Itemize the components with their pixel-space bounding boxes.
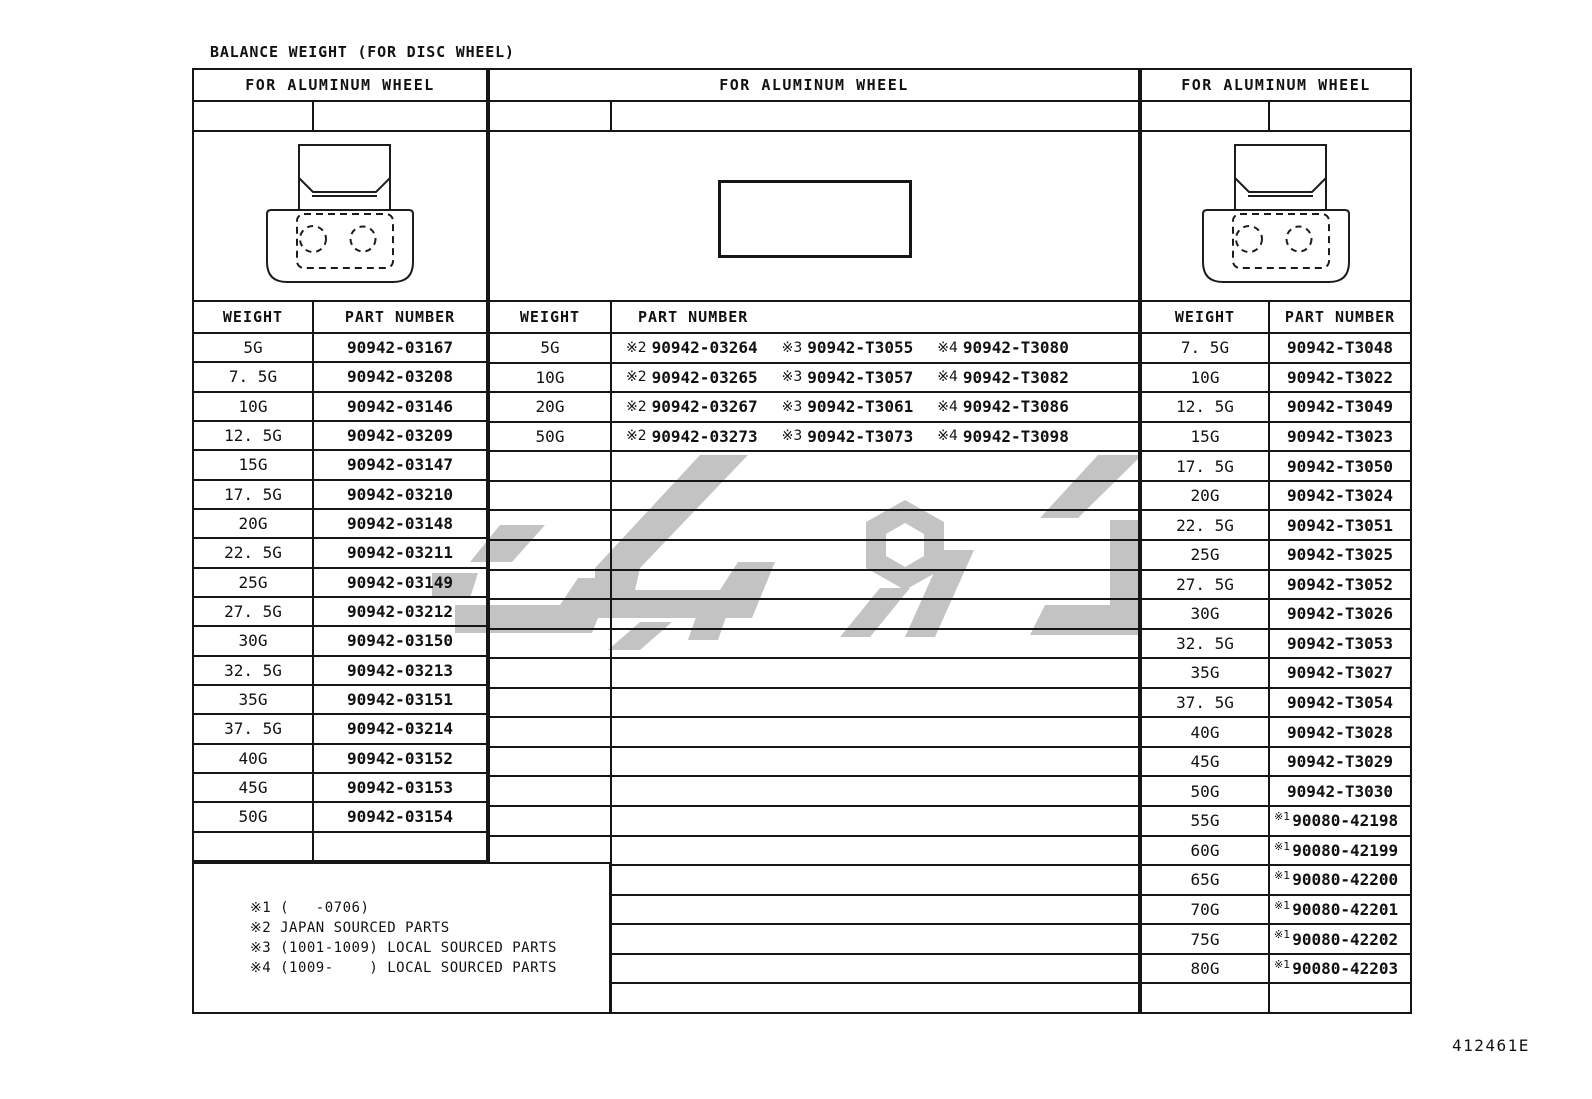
note-marker: ※4 [937, 339, 958, 356]
table-row [1142, 482, 1410, 512]
part-number-entry [937, 338, 1069, 357]
part-number-cell [612, 925, 1138, 953]
weight-cell: 5G [490, 334, 612, 362]
weight-cell: 20G [1142, 482, 1270, 510]
footnote-2: ※2 JAPAN SOURCED PARTS [250, 920, 450, 936]
table-body [194, 334, 486, 860]
weight-cell: 37. 5G [194, 715, 314, 742]
part-number: 90942-T3073 [807, 426, 914, 446]
note-marker: ※4 [937, 398, 958, 415]
column-header-part-number: PART NUMBER [344, 308, 456, 326]
part-number-cell: 90942-03209 [347, 426, 453, 446]
table-row [490, 423, 1138, 453]
weight-cell: 35G [194, 686, 314, 713]
part-number: 90942-03265 [651, 367, 758, 387]
table-row [194, 657, 486, 686]
table-row [194, 451, 486, 480]
part-number: 90942-03273 [651, 426, 758, 446]
weight-cell: 25G [194, 569, 314, 596]
table-row [1142, 659, 1410, 689]
weight-cell [490, 600, 612, 628]
table-row [1142, 423, 1410, 453]
part-number-cell [1270, 896, 1410, 924]
part-number-cell [612, 955, 1138, 983]
note-marker: ※1 [1274, 839, 1291, 853]
weight-cell [490, 452, 612, 480]
weight-cell [490, 541, 612, 569]
part-number-cell [612, 984, 1138, 1012]
weight-cell [490, 837, 612, 865]
table-row [490, 364, 1138, 394]
part-number-cell: 90942-03147 [347, 455, 453, 475]
table-row [194, 569, 486, 598]
part-number-cell: 90942-T3027 [1287, 663, 1393, 683]
note-marker: ※2 [626, 339, 647, 356]
part-number-cell: 90942-T3022 [1287, 367, 1393, 387]
weight-cell: 20G [194, 510, 314, 537]
table-row [1142, 896, 1410, 926]
weight-cell [490, 659, 612, 687]
part-number: 90080-42203 [1292, 959, 1399, 979]
table-row [1142, 600, 1410, 630]
weight-cell: 40G [194, 745, 314, 772]
table-body [1142, 334, 1410, 1012]
note-marker: ※2 [626, 428, 647, 445]
note-marker: ※2 [626, 398, 647, 415]
part-number-cell [612, 511, 1138, 539]
table-row [490, 482, 1138, 512]
part-number: 90080-42199 [1292, 840, 1399, 860]
table-row [490, 807, 1138, 837]
part-number-entry [937, 368, 1069, 387]
table-row [1142, 630, 1410, 660]
part-number-entry [782, 397, 914, 416]
table-row [194, 598, 486, 627]
note-marker: ※3 [781, 398, 803, 415]
header-empty-cell [314, 102, 486, 130]
weight-cell: 50G [194, 803, 314, 830]
note-marker: ※1 [1274, 898, 1291, 912]
weight-cell [490, 807, 612, 835]
drawing-cell [490, 132, 1138, 302]
note-marker: ※1 [1274, 957, 1291, 971]
table-row [194, 393, 486, 422]
weight-cell: 30G [194, 627, 314, 654]
table-row [490, 393, 1138, 423]
table-row [1142, 748, 1410, 778]
part-number-cell: 90942-03167 [347, 338, 453, 358]
part-number-cell: 90942-03154 [347, 807, 453, 827]
part-number-cell: 90942-T3028 [1287, 722, 1393, 742]
weight-cell: 17. 5G [194, 481, 314, 508]
footnote-4: ※4 (1009- ) LOCAL SOURCED PARTS [250, 960, 557, 976]
part-number-cell [612, 423, 1138, 451]
note-marker: ※2 [626, 369, 647, 386]
part-number: 90942-T3080 [962, 338, 1069, 358]
table-row [490, 630, 1138, 660]
part-number-cell: 90942-03214 [347, 719, 453, 739]
weight-cell: 30G [1142, 600, 1270, 628]
table-row [490, 571, 1138, 601]
weight-cell [490, 748, 612, 776]
table-row [1142, 393, 1410, 423]
note-marker: ※3 [781, 428, 803, 445]
part-number-entry [626, 338, 758, 357]
weight-cell: 70G [1142, 896, 1270, 924]
weight-cell: 7. 5G [194, 363, 314, 390]
part-number-cell: 90942-T3048 [1287, 338, 1393, 358]
column-header-weight: WEIGHT [1142, 302, 1270, 332]
weight-cell: 10G [1142, 364, 1270, 392]
weight-cell [490, 630, 612, 658]
table-row [1142, 452, 1410, 482]
part-number-cell [1270, 807, 1410, 835]
part-number-entry [626, 427, 758, 446]
table-header: FOR ALUMINUM WHEEL [1142, 70, 1410, 102]
table-row [490, 511, 1138, 541]
part-number-cell [612, 689, 1138, 717]
note-marker: ※1 [1274, 810, 1291, 823]
drawing-cell [194, 132, 486, 302]
weight-cell: 40G [1142, 718, 1270, 746]
part-number-cell: 90942-03208 [347, 367, 453, 387]
table-row [1142, 571, 1410, 601]
weight-cell: 5G [194, 334, 314, 361]
part-number-cell [1270, 866, 1410, 894]
table-row [194, 803, 486, 832]
part-number-cell [612, 393, 1138, 421]
weight-cell: 32. 5G [1142, 630, 1270, 658]
header-empty-cell [194, 102, 314, 130]
header-empty-cell [612, 102, 1138, 130]
part-number-cell [1270, 955, 1410, 983]
table-row [490, 718, 1138, 748]
part-number-cell: 90942-T3051 [1287, 515, 1393, 535]
table-row [194, 363, 486, 392]
footnotes-box [192, 862, 611, 1014]
table-row [1142, 955, 1410, 985]
table-row [490, 334, 1138, 364]
weight-cell: 60G [1142, 837, 1270, 865]
part-number: 90080-42202 [1292, 929, 1399, 949]
part-number: 90942-03267 [651, 397, 758, 417]
figure-code: 412461E [1452, 1036, 1530, 1055]
part-number-cell: 90942-T3029 [1287, 752, 1393, 772]
table-row [194, 481, 486, 510]
part-number-cell [612, 364, 1138, 392]
part-number-cell: 90942-03213 [347, 660, 453, 680]
part-number-cell: 90942-T3054 [1287, 693, 1393, 713]
weight-cell: 12. 5G [194, 422, 314, 449]
column-header-part-number: PART NUMBER [1284, 308, 1396, 326]
table-row [1142, 689, 1410, 719]
part-number-cell [314, 833, 486, 860]
weight-cell: 27. 5G [194, 598, 314, 625]
header-empty-cell [1142, 102, 1270, 130]
weight-cell: 45G [1142, 748, 1270, 776]
table-row [194, 715, 486, 744]
note-marker: ※3 [781, 339, 803, 356]
table-row [490, 689, 1138, 719]
weight-cell: 75G [1142, 925, 1270, 953]
part-number-cell: 90942-03146 [347, 396, 453, 416]
note-marker: ※4 [937, 369, 958, 386]
weight-cell: 22. 5G [194, 539, 314, 566]
table-row [194, 334, 486, 363]
weight-cell [490, 511, 612, 539]
column-header-row [1142, 302, 1410, 334]
weight-cell: 55G [1142, 807, 1270, 835]
part-number-cell: 90942-03148 [347, 514, 453, 534]
weight-cell: 22. 5G [1142, 511, 1270, 539]
weight-cell [490, 777, 612, 805]
part-number-entry [626, 368, 758, 387]
header-empty-cell [1270, 102, 1410, 130]
weight-cell: 12. 5G [1142, 393, 1270, 421]
part-number-cell [612, 807, 1138, 835]
header-empty-cell [490, 102, 612, 130]
weight-cell [490, 482, 612, 510]
column-header-weight: WEIGHT [194, 302, 314, 332]
note-marker: ※4 [937, 428, 958, 445]
table-row [194, 627, 486, 656]
part-number-cell: 90942-T3023 [1287, 426, 1393, 446]
weight-cell: 15G [1142, 423, 1270, 451]
table-row [1142, 777, 1410, 807]
table-row [194, 510, 486, 539]
table-row [1142, 511, 1410, 541]
weight-cell [490, 718, 612, 746]
part-number-cell [1270, 837, 1410, 865]
part-number-cell [612, 748, 1138, 776]
header-subrow [490, 102, 1138, 132]
part-number: 90942-T3057 [807, 367, 914, 387]
drawing-cell [1142, 132, 1410, 302]
part-number-entry [782, 338, 914, 357]
table-row [1142, 807, 1410, 837]
table-header: FOR ALUMINUM WHEEL [490, 70, 1138, 102]
table-row [490, 748, 1138, 778]
table-aluminum-wheel-left [192, 68, 488, 862]
table-row [1142, 718, 1410, 748]
part-number: 90080-42198 [1292, 811, 1399, 831]
part-number-cell: 90942-03152 [347, 748, 453, 768]
weight-cell: 50G [490, 423, 612, 451]
part-number-cell: 90942-03212 [347, 602, 453, 622]
header-subrow [1142, 102, 1410, 132]
weight-cell: 15G [194, 451, 314, 478]
part-number-cell [1270, 925, 1410, 953]
part-number-entry [782, 368, 914, 387]
table-row [490, 452, 1138, 482]
part-number-cell: 90942-T3049 [1287, 397, 1393, 417]
table-row [194, 774, 486, 803]
table-row [1142, 866, 1410, 896]
weight-cell: 45G [194, 774, 314, 801]
part-number-cell [612, 896, 1138, 924]
part-number-cell [612, 837, 1138, 865]
table-row [1142, 334, 1410, 364]
weight-cell: 7. 5G [1142, 334, 1270, 362]
part-number-cell: 90942-T3052 [1287, 574, 1393, 594]
part-number-cell [612, 659, 1138, 687]
table-header: FOR ALUMINUM WHEEL [194, 70, 486, 102]
part-number-cell: 90942-T3030 [1287, 781, 1393, 801]
part-number: 90942-T3086 [962, 397, 1069, 417]
weight-cell [194, 833, 314, 860]
part-number: 90942-03264 [651, 338, 758, 358]
part-number: 90942-T3082 [962, 367, 1069, 387]
weight-cell: 80G [1142, 955, 1270, 983]
column-header-part-number: PART NUMBER [638, 308, 749, 326]
column-header-row [490, 302, 1138, 334]
balance-weight-clip-drawing [1191, 134, 1361, 289]
part-number-cell: 90942-T3050 [1287, 456, 1393, 476]
table-row [194, 539, 486, 568]
page-title: BALANCE WEIGHT (FOR DISC WHEEL) [210, 43, 515, 61]
note-marker: ※1 [1274, 928, 1291, 942]
weight-cell [1142, 984, 1270, 1012]
note-marker: ※3 [781, 369, 803, 386]
table-row [1142, 984, 1410, 1012]
part-number: 90942-T3061 [807, 397, 914, 417]
part-number-cell [612, 541, 1138, 569]
table-row [490, 600, 1138, 630]
part-number: 90942-T3098 [962, 426, 1069, 446]
part-number-cell [612, 718, 1138, 746]
part-number-cell [612, 630, 1138, 658]
part-number-cell [612, 482, 1138, 510]
weight-cell: 65G [1142, 866, 1270, 894]
table-row [194, 686, 486, 715]
part-number-cell [612, 452, 1138, 480]
weight-cell: 10G [194, 393, 314, 420]
part-number-cell [612, 334, 1138, 362]
part-number-cell: 90942-T3053 [1287, 633, 1393, 653]
column-header-row [194, 302, 486, 334]
table-row [490, 777, 1138, 807]
part-number-cell [612, 571, 1138, 599]
part-number-cell: 90942-03210 [347, 484, 453, 504]
part-number-entry [782, 427, 914, 446]
table-row [194, 422, 486, 451]
weight-cell: 37. 5G [1142, 689, 1270, 717]
part-number-cell: 90942-03151 [347, 690, 453, 710]
table-aluminum-wheel-right [1140, 68, 1412, 1014]
part-number-cell [1270, 984, 1410, 1012]
table-row [1142, 364, 1410, 394]
balance-weight-clip-drawing [255, 134, 425, 289]
part-number-cell: 90942-T3026 [1287, 604, 1393, 624]
footnote-3: ※3 (1001-1009) LOCAL SOURCED PARTS [250, 940, 557, 956]
table-row [490, 659, 1138, 689]
weight-cell: 25G [1142, 541, 1270, 569]
table-row [1142, 837, 1410, 867]
part-number-cell: 90942-03211 [347, 543, 453, 563]
note-marker: ※1 [1274, 869, 1291, 883]
weight-cell: 17. 5G [1142, 452, 1270, 480]
part-number-cell: 90942-03153 [347, 778, 453, 798]
weight-cell [490, 571, 612, 599]
part-number-cell [612, 866, 1138, 894]
weight-cell [490, 689, 612, 717]
table-row [194, 833, 486, 860]
part-number-entry [937, 427, 1069, 446]
weight-cell: 35G [1142, 659, 1270, 687]
table-row [1142, 925, 1410, 955]
part-number-entry [626, 397, 758, 416]
weight-cell: 20G [490, 393, 612, 421]
weight-cell: 32. 5G [194, 657, 314, 684]
part-number-cell: 90942-T3024 [1287, 486, 1393, 506]
part-number-entry [937, 397, 1069, 416]
weight-cell: 50G [1142, 777, 1270, 805]
part-number: 90080-42200 [1292, 870, 1399, 890]
weight-cell: 27. 5G [1142, 571, 1270, 599]
part-number-cell: 90942-03149 [347, 572, 453, 592]
part-number: 90080-42201 [1292, 899, 1399, 919]
part-number-cell: 90942-03150 [347, 631, 453, 651]
part-number: 90942-T3055 [807, 338, 914, 358]
column-header-weight: WEIGHT [490, 302, 612, 332]
balance-weight-strip-drawing [718, 180, 912, 258]
part-number-cell: 90942-T3025 [1287, 545, 1393, 565]
table-row [490, 541, 1138, 571]
part-number-cell [612, 600, 1138, 628]
weight-cell: 10G [490, 364, 612, 392]
footnote-1: ※1 ( -0706) [250, 900, 370, 916]
table-row [194, 745, 486, 774]
table-row [1142, 541, 1410, 571]
part-number-cell [612, 777, 1138, 805]
header-subrow [194, 102, 486, 132]
